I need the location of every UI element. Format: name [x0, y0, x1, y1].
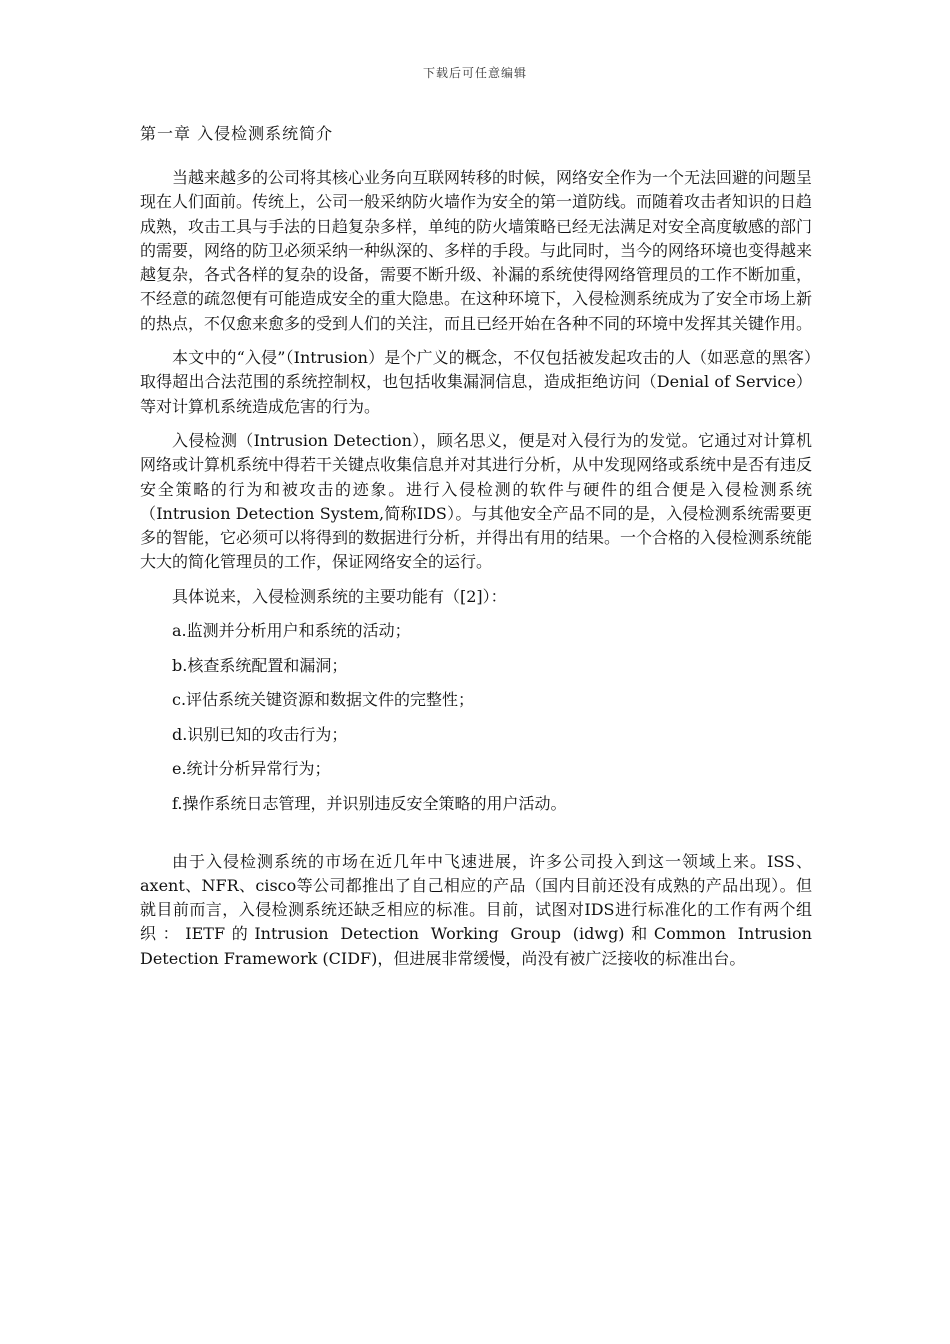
- chapter-title: 第一章 入侵检测系统简介: [140, 124, 334, 143]
- paragraph-intro: 当越来越多的公司将其核心业务向互联网转移的时候，网络安全作为一个无法回避的问题呈现在人们面前。传统上，公司一般采纳防火墙作为安全的第一道防线。而随着攻击者知识的日趋成熟，攻击工具与手法的日趋复杂多样，单纯的防火墙策略已经无法满足对安全高度敏感的部门的需要，网络的防卫必须采纳一种纵深的、多样的手段。与此同时，当今的网络环境也变得越来越复杂，各式各样的复杂的设备，需要不断升级、补漏的系统使得网络管理员的工作不断加重，不经意的疏忽便有可能造成安全的重大隐患。在这种环境下，入侵检测系统成为了安全市场上新的热点，不仅愈来愈多的受到人们的关注，而且已经开始在各种不同的环境中发挥其关键作用。: [140, 168, 813, 333]
- list-item: a.监测并分析用户和系统的活动；: [172, 621, 411, 641]
- list-item: f.操作系统日志管理，并识别违反安全策略的用户活动。: [172, 793, 567, 813]
- list-item: c.评估系统关键资源和数据文件的完整性；: [172, 690, 475, 710]
- list-item: d.识别已知的攻击行为；: [172, 724, 348, 744]
- paragraph-ids-definition: 入侵检测（Intrusion Detection），顾名思义，便是对入侵行为的发觉。它通过对计算机网络或计算机系统中得若干关键点收集信息并对其进行分析，从中发现网络或系统中是否有违反安全策略的行为和被攻击的迹象。进行入侵检测的软件与硬件的组合便是入侵检测系统（Intrusion Detection System,简称IDS）。与其他安全产品不同的是，入侵检测系统需要更多的智能，它必须可以将得到的数据进行分析，并得出有用的结果。一个合格的入侵检测系统能大大的简化管理员的工作，保证网络安全的运行。: [140, 430, 813, 572]
- page-header: 下载后可任意编辑: [422, 66, 527, 80]
- list-item: e.统计分析异常行为；: [172, 759, 331, 779]
- list-item: b.核查系统配置和漏洞；: [172, 655, 348, 675]
- function-list: [140, 619, 812, 816]
- paragraph-intrusion-definition: 本文中的“入侵”（Intrusion）是个广义的概念，不仅包括被发起攻击的人（如恶意的黑客）取得超出合法范围的系统控制权，也包括收集漏洞信息，造成拒绝访问（Denial of Service）等对计算机系统造成危害的行为。: [140, 348, 812, 416]
- paragraph-standards: 由于入侵检测系统的市场在近几年中飞速进展，许多公司投入到这一领域上来。ISS、axent、NFR、cisco等公司都推出了自己相应的产品（国内目前还没有成熟的产品出现）。但就目前而言，入侵检测系统还缺乏相应的标准。目前，试图对IDS进行标准化的工作有两个组织：IETF的Intrusion Detection Working Group (idwg)和Common Intrusion Detection Framework (CIDF)，但进展非常缓慢，尚没有被广泛接收的标准出台。: [140, 851, 812, 968]
- document-body: [140, 120, 812, 981]
- paragraph-functions-intro: 具体说来，入侵检测系统的主要功能有（[2]）：: [172, 586, 507, 606]
